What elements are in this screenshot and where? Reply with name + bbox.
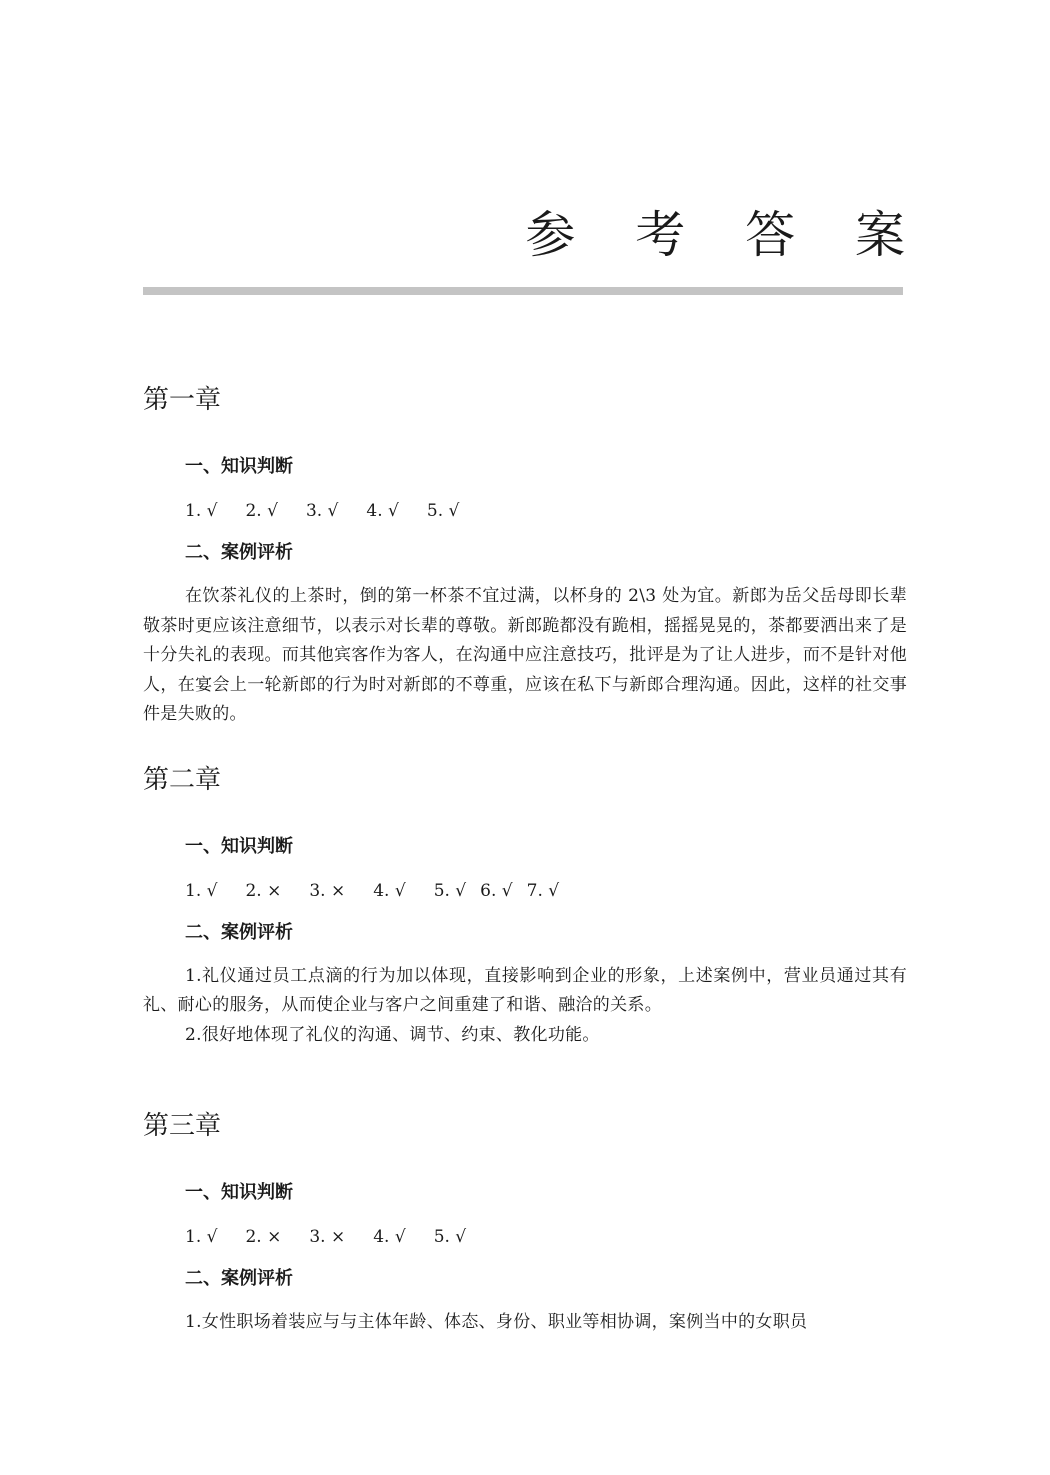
page-title: 参 考 答 案	[525, 206, 927, 264]
case-heading: 二、案例评析	[185, 1268, 293, 1289]
answer-item: 6. √	[480, 880, 513, 901]
answer-item: 3. ×	[309, 880, 346, 901]
case-paragraph: 2.很好地体现了礼仪的沟通、调节、约束、教化功能。	[185, 1024, 600, 1045]
answer-item: 4. √	[373, 1227, 406, 1247]
answer-content	[143, 378, 907, 1338]
answer-item: 4. √	[373, 880, 406, 901]
answer-item: 4. √	[366, 501, 399, 521]
answer-item: 7. √	[526, 880, 560, 901]
answer-item: 2. √	[245, 501, 278, 521]
chapter-2	[143, 758, 907, 1051]
case-heading: 二、案例评析	[185, 921, 293, 943]
answer-list	[185, 876, 907, 906]
answer-item: 2. ×	[245, 1227, 282, 1247]
chapter-heading: 第三章	[143, 1111, 222, 1141]
chapter-1	[143, 378, 907, 730]
chapter-heading: 第一章	[143, 385, 222, 415]
title-rule	[143, 287, 903, 295]
answer-item: 3. ×	[309, 1227, 346, 1247]
answer-item: 5. √	[433, 880, 467, 901]
answer-item: 3. √	[305, 501, 339, 521]
case-heading: 二、案例评析	[185, 542, 293, 563]
case-paragraph: 1.女性职场着装应与与主体年龄、体态、身份、职业等相协调，案例当中的女职员	[185, 1312, 808, 1332]
knowledge-heading: 一、知识判断	[185, 456, 293, 477]
case-paragraph: 1.礼仪通过员工点滴的行为加以体现，直接影响到企业的形象，上述案例中，营业员通过其有礼、耐心的服务，从而使企业与客户之间重建了和谐、融洽的关系。	[143, 965, 907, 1015]
answer-list	[185, 1222, 907, 1252]
chapter-heading: 第二章	[143, 764, 222, 795]
case-paragraph: 在饮茶礼仪的上茶时，倒的第一杯茶不宜过满，以杯身的 2\3 处为宜。新郎为岳父岳母即长辈敬茶时更应该注意细节，以表示对长辈的尊敬。新郎跪都没有跪相，摇摇晃晃的，茶都要洒出来了是十分失礼的表现。而其他宾客作为客人，在沟通中应注意技巧，批评是为了让人进步，而不是针对他人，在宴会上一轮新郎的行为时对新郎的不尊重，应该在私下与新郎合理沟通。因此，这样的社交事件是失败的。	[143, 586, 907, 724]
knowledge-heading: 一、知识判断	[185, 835, 293, 857]
answer-item: 1. √	[185, 1227, 218, 1247]
answer-item: 5. √	[433, 1227, 467, 1247]
answer-item: 5. √	[426, 501, 460, 521]
answer-item: 2. ×	[245, 880, 282, 901]
answer-item: 1. √	[185, 501, 218, 521]
answer-list	[185, 496, 907, 526]
knowledge-heading: 一、知识判断	[185, 1182, 293, 1203]
chapter-3	[143, 1104, 907, 1338]
answer-item: 1. √	[185, 880, 218, 901]
